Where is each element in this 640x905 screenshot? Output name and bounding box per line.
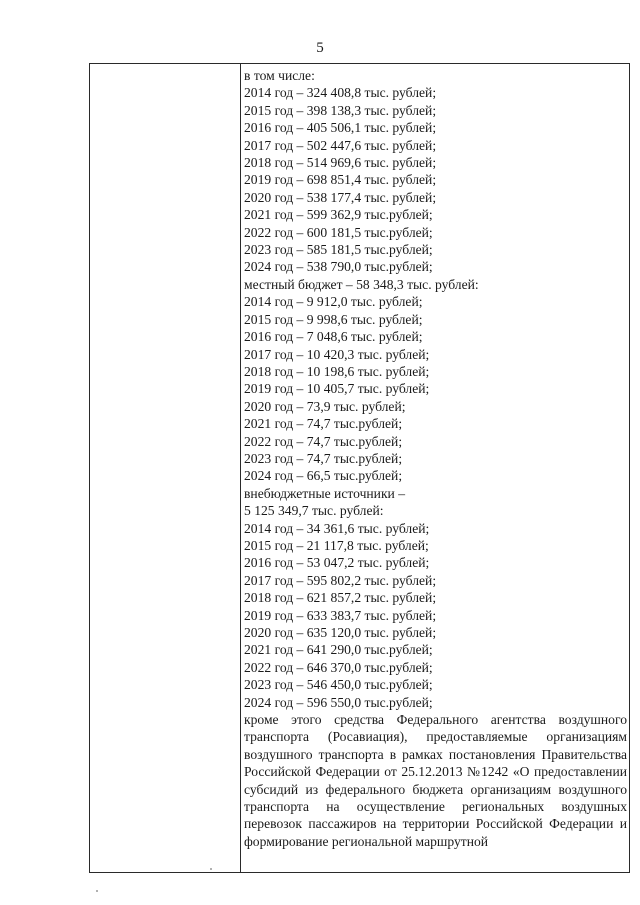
subsidy-paragraph: кроме этого средства Федерального агентства воздушного транспорта (Росавиация), предоставляемые организациям воздушного транспорта в рамках постановления Правительства Российской Федерации от 25.12.2013 №1242 «О предоставлении субсидий из федерального бюджета организациям воздушного транспорта на осуществление региональных воздушных перевозок пассажиров на территории Российской Федерации и формирование региональной маршрутной xyxy=(244,712,627,849)
funding-line: 2019 год – 633 383,7 тыс. рублей; xyxy=(244,607,437,623)
funding-lines xyxy=(244,67,627,711)
page-number: 5 xyxy=(316,40,324,56)
content-cell xyxy=(244,67,627,850)
funding-line: 2016 год – 405 506,1 тыс. рублей; xyxy=(244,120,437,136)
funding-line: 2018 год – 10 198,6 тыс. рублей; xyxy=(244,363,430,379)
column-divider xyxy=(240,64,241,872)
funding-line: 5 125 349,7 тыс. рублей: xyxy=(244,503,384,519)
funding-line: 2015 год – 398 138,3 тыс. рублей; xyxy=(244,102,437,118)
scan-speck xyxy=(210,868,212,870)
funding-line: 2023 год – 585 181,5 тыс.рублей; xyxy=(244,242,433,258)
funding-line: 2017 год – 595 802,2 тыс. рублей; xyxy=(244,572,437,588)
funding-line: 2016 год – 53 047,2 тыс. рублей; xyxy=(244,555,430,571)
funding-line: 2015 год – 9 998,6 тыс. рублей; xyxy=(244,311,423,327)
funding-line: 2022 год – 600 181,5 тыс.рублей; xyxy=(244,224,433,240)
table-frame xyxy=(89,63,630,873)
funding-line: 2019 год – 10 405,7 тыс. рублей; xyxy=(244,381,430,397)
funding-line: внебюджетные источники – xyxy=(244,485,406,501)
funding-line: 2017 год – 10 420,3 тыс. рублей; xyxy=(244,346,430,362)
funding-line: 2017 год – 502 447,6 тыс. рублей; xyxy=(244,137,437,153)
funding-line: 2021 год – 599 362,9 тыс.рублей; xyxy=(244,207,433,223)
funding-line: 2016 год – 7 048,6 тыс. рублей; xyxy=(244,329,423,345)
funding-line: 2021 год – 641 290,0 тыс.рублей; xyxy=(244,642,433,658)
funding-line: 2015 год – 21 117,8 тыс. рублей; xyxy=(244,537,429,553)
funding-line: 2020 год – 538 177,4 тыс. рублей; xyxy=(244,189,437,205)
funding-line: 2018 год – 514 969,6 тыс. рублей; xyxy=(244,155,437,171)
funding-line: в том числе: xyxy=(244,68,315,83)
funding-line: 2022 год – 646 370,0 тыс.рублей; xyxy=(244,659,433,675)
funding-line: 2014 год – 34 361,6 тыс. рублей; xyxy=(244,520,430,536)
scan-speck xyxy=(96,890,98,892)
funding-line: 2019 год – 698 851,4 тыс. рублей; xyxy=(244,172,437,188)
funding-line: 2024 год – 596 550,0 тыс.рублей; xyxy=(244,694,433,710)
funding-line: 2024 год – 66,5 тыс.рублей; xyxy=(244,468,403,484)
funding-line: 2022 год – 74,7 тыс.рублей; xyxy=(244,433,403,449)
funding-line: 2023 год – 74,7 тыс.рублей; xyxy=(244,450,403,466)
funding-line: местный бюджет – 58 348,3 тыс. рублей: xyxy=(244,276,479,292)
funding-line: 2018 год – 621 857,2 тыс. рублей; xyxy=(244,590,437,606)
funding-line: 2020 год – 73,9 тыс. рублей; xyxy=(244,398,406,414)
funding-line: 2021 год – 74,7 тыс.рублей; xyxy=(244,416,403,432)
funding-line: 2024 год – 538 790,0 тыс.рублей; xyxy=(244,259,433,275)
funding-line: 2014 год – 9 912,0 тыс. рублей; xyxy=(244,294,423,310)
funding-line: 2023 год – 546 450,0 тыс.рублей; xyxy=(244,677,433,693)
funding-line: 2014 год – 324 408,8 тыс. рублей; xyxy=(244,85,437,101)
funding-line: 2020 год – 635 120,0 тыс. рублей; xyxy=(244,625,437,640)
